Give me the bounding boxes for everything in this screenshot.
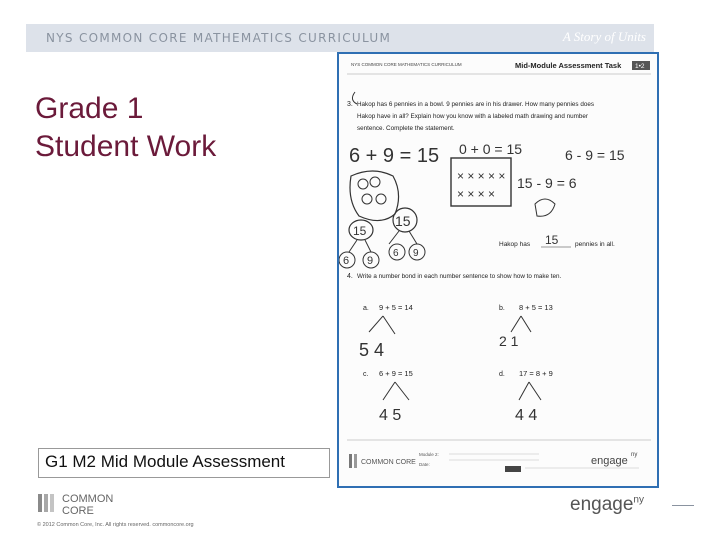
hw-bond-d — [519, 382, 541, 400]
hw-right-equation3: 15 - 9 = 6 — [517, 175, 577, 191]
doc-footer-engage-sup: ny — [631, 452, 638, 458]
item-c-label: c. — [363, 371, 369, 378]
hakop-has-answer: 15 — [545, 233, 559, 247]
hw-bond2-left: 6 — [393, 248, 399, 259]
student-work-document — [337, 52, 659, 488]
logo-bar — [50, 494, 54, 512]
item-d-equation: 17 = 8 + 9 — [519, 369, 553, 378]
doc-footer-date: Date: — [419, 462, 430, 467]
item-c-equation: 6 + 9 = 15 — [379, 369, 413, 378]
hw-bond-line — [365, 240, 371, 252]
hw-bond-b — [511, 316, 531, 332]
doc-footer-engage: engage — [591, 455, 628, 467]
curriculum-title: NYS COMMON CORE MATHEMATICS CURRICULUM — [46, 31, 392, 45]
q3-line3: sentence. Complete the statement. — [357, 125, 455, 132]
hw-bond-line — [349, 240, 357, 252]
slide-title — [35, 90, 216, 165]
student-work-scan — [339, 54, 657, 486]
doc-footer-logo-bar — [354, 454, 357, 468]
caption-box — [38, 448, 330, 478]
hw-bond-right: 9 — [367, 255, 374, 267]
item-b-hw: 2 1 — [499, 333, 519, 349]
doc-footer-logo-bar — [349, 454, 352, 468]
assessment-caption: G1 M2 Mid Module Assessment — [45, 452, 285, 471]
hw-bond-line — [409, 231, 417, 244]
doc-footer-logo: COMMON CORE — [361, 459, 416, 466]
hw-x-row2: × × × × — [457, 187, 496, 201]
item-c-hw: 4 5 — [379, 407, 402, 424]
q3-number: 3. — [347, 101, 353, 108]
hakop-has-suffix: pennies in all. — [575, 241, 615, 248]
engage-ny-logo — [570, 494, 644, 516]
doc-header-badge: 1•2 — [635, 63, 645, 70]
hw-heart-icon — [535, 199, 555, 216]
item-d-hw: 4 4 — [515, 407, 538, 424]
item-d-label: d. — [499, 371, 505, 378]
item-a-label: a. — [363, 305, 369, 312]
item-a-equation: 9 + 5 = 14 — [379, 303, 413, 312]
hw-penny-icon — [370, 177, 380, 187]
hakop-has-label: Hakop has — [499, 241, 531, 248]
hw-x-row1: × × × × × — [457, 169, 506, 183]
hw-bond-line — [389, 231, 399, 244]
item-b-label: b. — [499, 305, 505, 312]
q4-text: Write a number bond in each number sentence to show how to make ten. — [357, 273, 562, 280]
doc-footer-module: Module 2: — [419, 452, 439, 457]
hw-right-equation: 0 + 0 = 15 — [459, 141, 523, 157]
q3-line2: Hakop have in all? Explain how you know with a labeled math drawing and number — [357, 113, 589, 120]
engage-superscript: ny — [633, 494, 644, 506]
q3-line1: Hakop has 6 pennies in a bowl. 9 pennies are in his drawer. How many pennies does — [357, 101, 594, 108]
slide-title-line2: Student Work — [35, 129, 217, 163]
slide-title-line1: Grade 1 — [35, 92, 144, 125]
hw-bond2-total: 15 — [395, 213, 411, 229]
logo-line2: CORE — [62, 505, 94, 516]
engage-text: engage — [570, 494, 634, 515]
doc-header-left: NYS COMMON CORE MATHEMATICS CURRICULUM — [351, 62, 462, 67]
story-of-units-label: A Story of Units — [562, 29, 646, 44]
footer-accent-line — [672, 505, 694, 506]
hw-bond-left: 6 — [343, 255, 350, 267]
license-badge — [505, 466, 521, 472]
copyright-notice: © 2012 Common Core, Inc. All rights reserved. commoncore.org — [37, 522, 194, 528]
hw-bowl-drawing — [350, 171, 399, 221]
hw-bond-total: 15 — [353, 224, 367, 238]
common-core-logo — [38, 490, 158, 516]
header-bar — [26, 24, 654, 52]
logo-line1: COMMON — [62, 493, 114, 505]
hw-penny-icon — [376, 194, 386, 204]
hw-bond-c — [383, 382, 409, 400]
item-a-hw: 5 4 — [359, 340, 385, 360]
item-b-equation: 8 + 5 = 13 — [519, 303, 553, 312]
hw-bond-a — [369, 316, 395, 334]
hw-right-equation2: 6 - 9 = 15 — [565, 147, 625, 163]
q4-number: 4. — [347, 273, 353, 280]
hw-bond2-right: 9 — [413, 248, 419, 259]
hw-number-sentence: 6 + 9 = 15 — [349, 145, 440, 167]
logo-bar — [38, 494, 42, 512]
hw-penny-icon — [358, 179, 368, 189]
hw-penny-icon — [362, 194, 372, 204]
logo-bar — [44, 494, 48, 512]
doc-header-right: Mid-Module Assessment Task — [515, 61, 622, 70]
